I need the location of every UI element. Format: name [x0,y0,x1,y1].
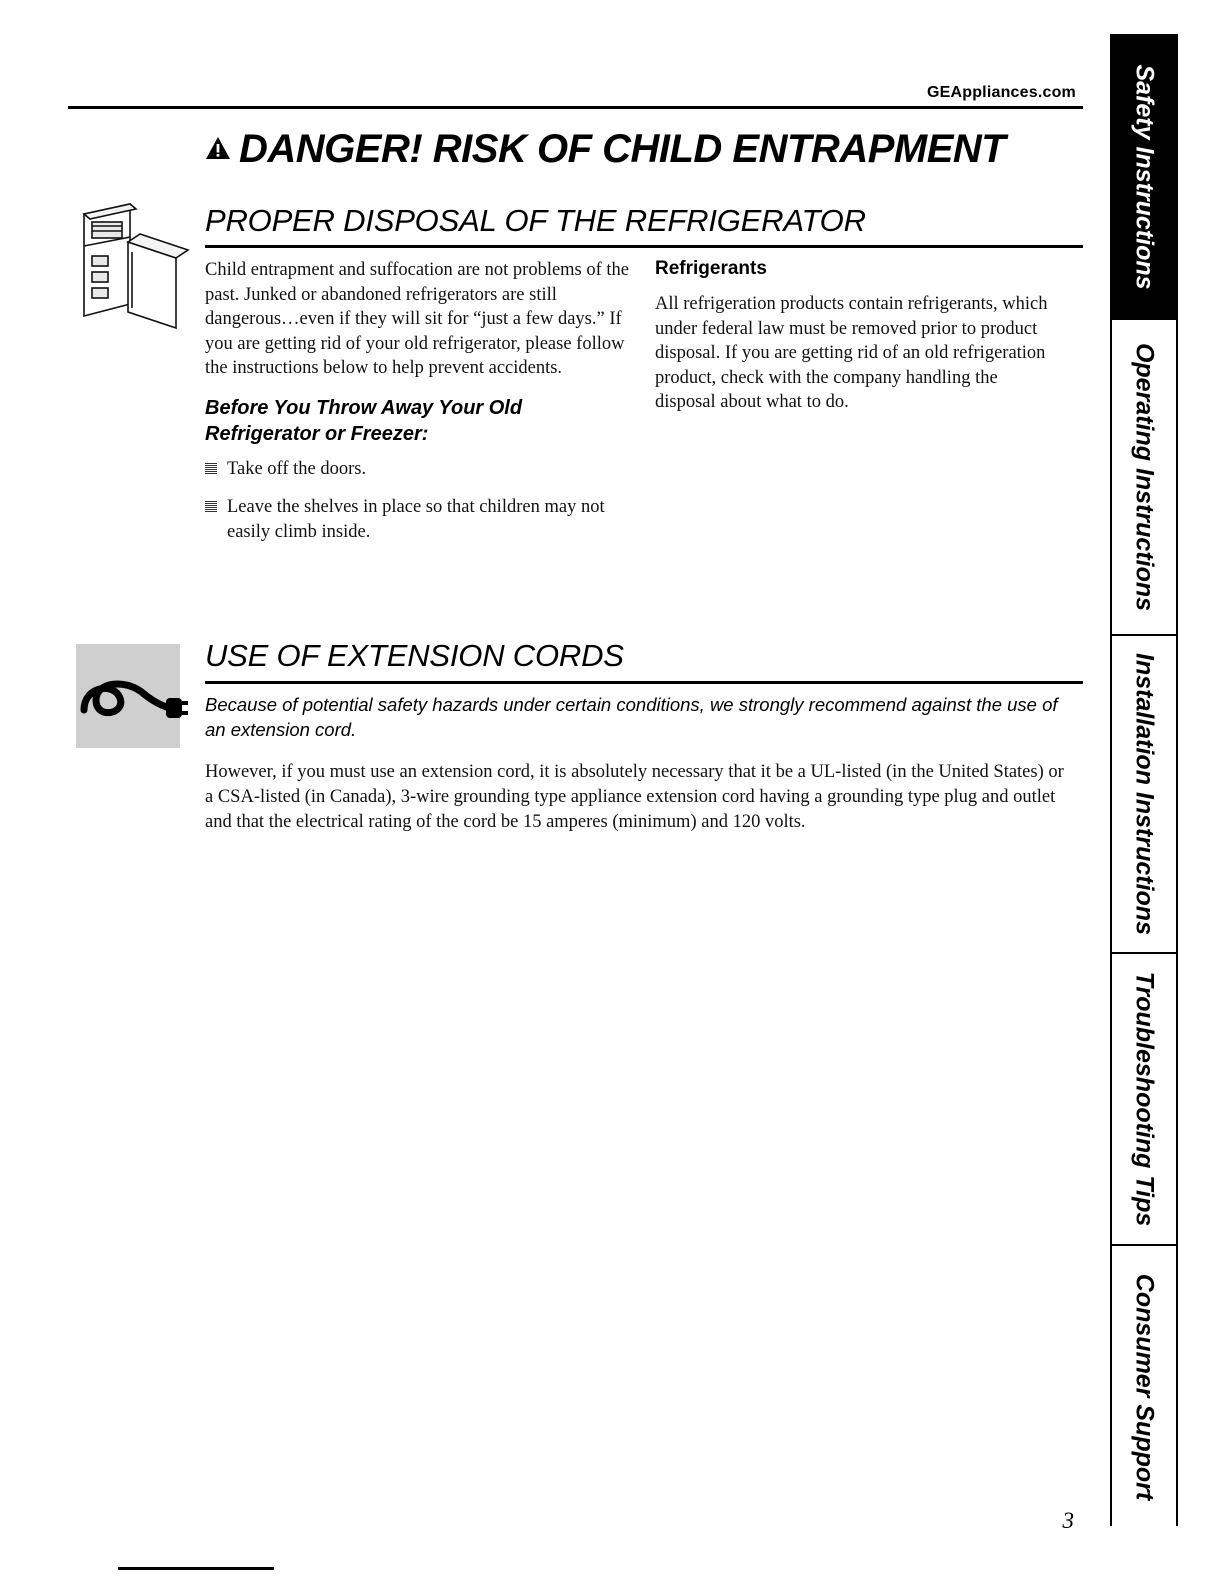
tab-label: Consumer Support [1130,1273,1159,1501]
extension-cords-body [205,692,1067,848]
disposal-left-column [205,258,633,558]
warning-triangle-icon [205,126,231,171]
extension-cords-paragraph: However, if you must use an extension cord, it is absolutely necessary that it be a UL-listed (in the United States) or a CSA-listed (in Canada), 3-wire grounding type appliance extension cord having a grounding type plug and outlet and that the electrical rating of the cord be 15 amperes (minimum) and 120 volts. [205,762,1064,832]
refrigerants-paragraph: All refrigeration products contain refrigerants, which under federal law must be removed prior to product disposal. If you are getting rid of an old refrigeration product, check with the company handling the disposal about what to do. [655,294,1048,412]
bullet-square-icon [205,501,217,512]
tab-label: Operating Instructions [1130,342,1159,612]
section-heading-extension-cords: USE OF EXTENSION CORDS [205,638,624,673]
power-cord-icon [70,638,190,760]
site-url: GEAppliances.com [926,84,1076,101]
tab-operating-instructions[interactable] [1112,320,1176,636]
disposal-right-column [655,258,1050,428]
bottom-registration-mark [118,1567,274,1570]
disposal-bullet-list [205,457,633,545]
disposal-paragraph: Child entrapment and suffocation are not problems of the past. Junked or abandoned refrigerators are still dangerous…even if they will sit for “just a few days.” If you are getting rid of your old refrigerator, please follow the instructions below to help prevent accidents. [205,260,630,378]
tab-label: Installation Instructions [1130,653,1159,935]
tab-safety-instructions[interactable] [1112,36,1176,320]
extension-cords-lead: Because of potential safety hazards under certain conditions, we strongly recommend against the use of an extension cord. [205,694,1058,740]
bullet-square-icon [205,463,217,474]
section-divider-disposal [205,245,1083,248]
tab-installation-instructions[interactable] [1112,636,1176,954]
tab-label: Safety Instructions [1130,64,1159,290]
tab-consumer-support[interactable] [1112,1246,1176,1528]
list-item [205,457,633,482]
section-divider-extension-cords [205,681,1083,684]
page-title [205,126,1083,172]
page-title-text: DANGER! RISK OF CHILD ENTRAPMENT [239,127,1006,171]
tab-label: Troubleshooting Tips [1130,971,1159,1227]
list-item-text: Leave the shelves in place so that children may not easily climb inside. [227,497,605,542]
disposal-subheading: Before You Throw Away Your Old Refrigerator or Freezer: [205,396,523,445]
refrigerants-subheading: Refrigerants [655,258,767,279]
list-item [205,495,633,544]
tab-troubleshooting-tips[interactable] [1112,954,1176,1246]
refrigerator-icon [72,200,192,335]
header-divider [68,106,1083,109]
section-tab-rail [1110,34,1178,1526]
page-number: 3 [1062,1508,1074,1533]
section-heading-disposal: PROPER DISPOSAL OF THE REFRIGERATOR [205,203,866,238]
list-item-text: Take off the doors. [227,458,367,479]
